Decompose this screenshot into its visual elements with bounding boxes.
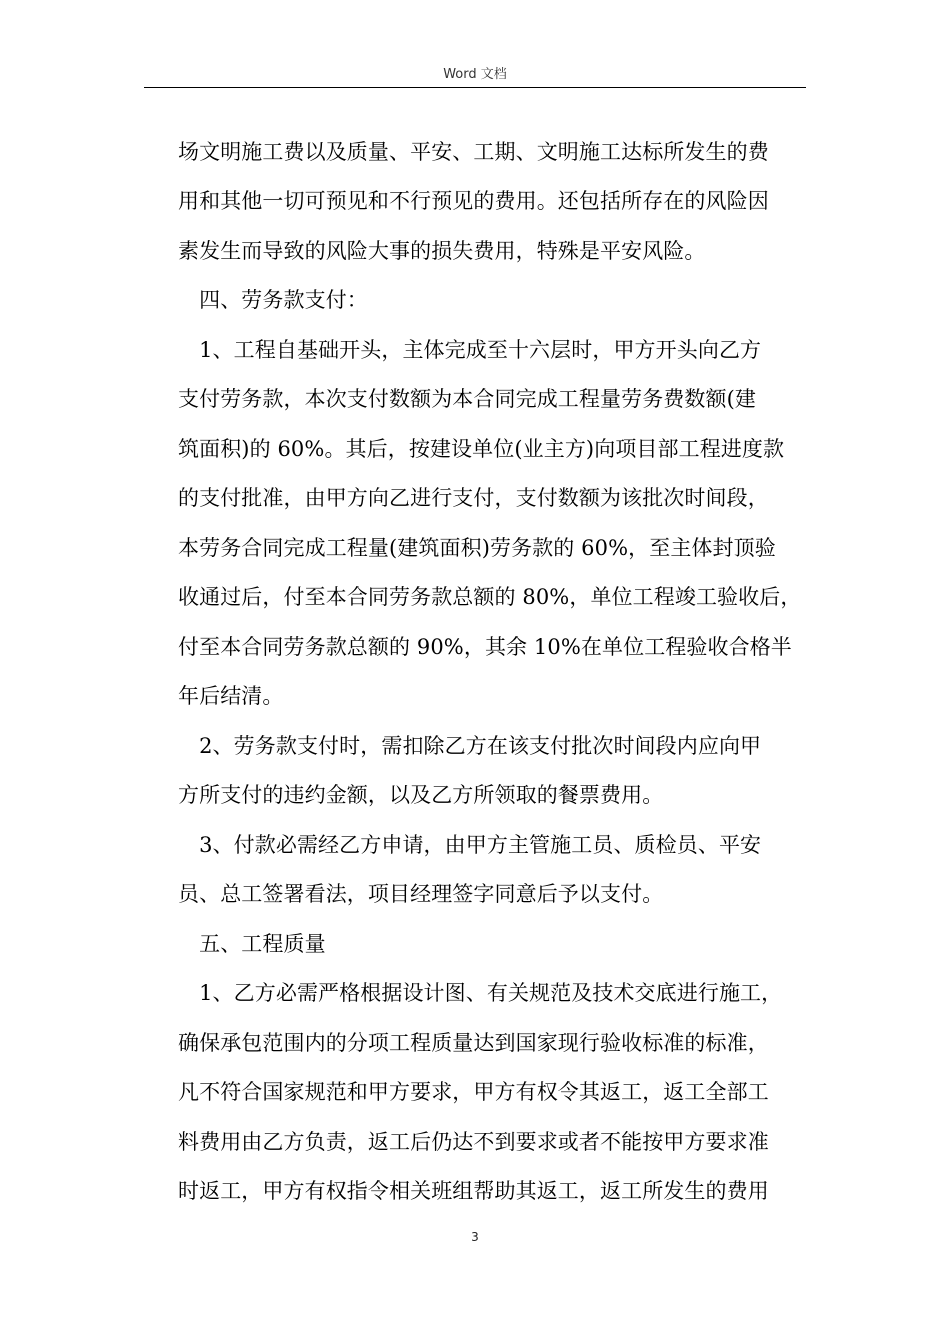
body-line: 收通过后，付至本合同劳务款总额的 80%，单位工程竣工验收后， [178,585,802,609]
body-line: 年后结清。 [178,684,284,708]
header-title: Word 文档 [443,67,507,82]
section-heading: 四、劳务款支付： [178,288,368,312]
body-line: 凡不符合国家规范和甲方要求，甲方有权令其返工，返工全部工 [178,1080,769,1104]
body-line: 时返工，甲方有权指令相关班组帮助其返工，返工所发生的费用 [178,1179,769,1203]
body-line: 方所支付的违约金额，以及乙方所领取的餐票费用。 [178,783,664,807]
body-line: 筑面积)的 60%。其后，按建设单位(业主方)向项目部工程进度款 [178,437,785,461]
body-line: 场文明施工费以及质量、平安、工期、文明施工达标所发生的费 [178,140,769,164]
body-line: 用和其他一切可预见和不行预见的费用。还包括所存在的风险因 [178,189,769,213]
body-line: 本劳务合同完成工程量(建筑面积)劳务款的 60%，至主体封顶验 [178,536,776,560]
body-line: 支付劳务款，本次支付数额为本合同完成工程量劳务费数额(建 [178,387,756,411]
body-line: 的支付批准，由甲方向乙进行支付，支付数额为该批次时间段， [178,486,769,510]
body-line: 付至本合同劳务款总额的 90%，其余 10%在单位工程验收合格半 [178,635,792,659]
page-number: 3 [471,1230,479,1244]
body-line: 3、付款必需经乙方申请，由甲方主管施工员、质检员、平安 [178,833,762,857]
body-line: 1、工程自基础开头，主体完成至十六层时，甲方开头向乙方 [178,338,762,362]
body-line: 2、劳务款支付时，需扣除乙方在该支付批次时间段内应向甲 [178,734,762,758]
body-line: 确保承包范围内的分项工程质量达到国家现行验收标准的标准， [178,1031,769,1055]
body-line: 员、总工签署看法，项目经理签字同意后予以支付。 [178,882,664,906]
body-line: 1、乙方必需严格根据设计图、有关规范及技术交底进行施工， [178,981,783,1005]
body-line: 素发生而导致的风险大事的损失费用，特殊是平安风险。 [178,239,706,263]
section-heading: 五、工程质量 [178,932,326,956]
body-line: 料费用由乙方负责，返工后仍达不到要求或者不能按甲方要求准 [178,1130,769,1154]
header-divider [144,87,806,88]
